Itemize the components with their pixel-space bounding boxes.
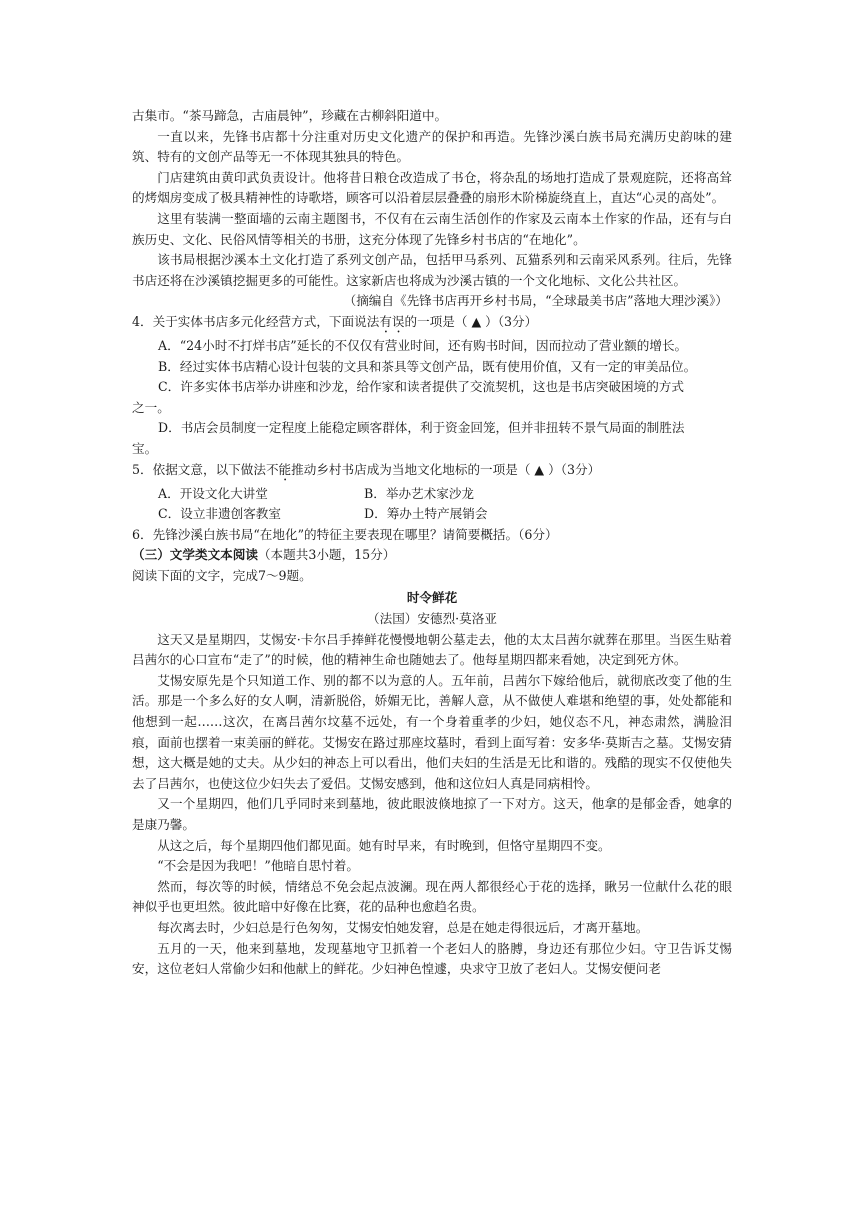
story-paragraph-6: 然而，每次等的时候，情绪总不免会起点波澜。现在两人都很经心于花的选择，瞅另一位献什么花的眼神似乎也更坦然。彼此暗中好像在比赛，花的品种也愈趋名贵。	[132, 878, 732, 915]
intro-paragraph-3: 门店建筑由黄印武负责设计。他将昔日粮仓改造成了书仓，将杂乱的场地打造成了景观庭院，还将高耸的烤烟房变成了极具精神性的诗歌塔，顾客可以沿着层层叠叠的扇形木阶梯旋绕直上，直达“心灵的高处”。	[132, 169, 732, 206]
q5-option-a: A．开设文化大讲堂	[158, 485, 268, 501]
q5-stem-after: 推动乡村书店成为当地文化地标的一项是（ ▲ ）（3分）	[291, 461, 601, 477]
intro-paragraph-2: 一直以来，先锋书店都十分注重对历史文化遗产的保护和再造。先锋沙溪白族书局充满历史韵味的建筑、特有的文创产品等无一不体现其独具的特色。	[132, 128, 732, 165]
q4-stem-before: 4．关于实体书店多元化经营方式，下面说法	[132, 313, 380, 329]
q5-option-b: B．举办艺术家沙龙	[364, 485, 475, 501]
section-3-instruction: 阅读下面的文字，完成7～9题。	[132, 567, 312, 583]
q4-option-c: C．许多实体书店举办讲座和沙龙，给作家和读者提供了交流契机，这也是书店突破困境的方式	[158, 379, 684, 395]
intro-paragraph-4: 这里有装满一整面墙的云南主题图书，不仅有在云南生活创作的作家及云南本土作家的作品，还有与白族历史、文化、民俗风情等相关的书册，这充分体现了先锋乡村书店的“在地化”。	[132, 210, 732, 247]
question-6: 6．先锋沙溪白族书局“在地化”的特征主要表现在哪里？请简要概括。（6分）	[132, 526, 558, 542]
section-3-heading	[132, 545, 732, 566]
q5-option-c: C．设立非遗创客教室	[158, 506, 281, 522]
question-4-stem	[132, 312, 732, 336]
q4-option-a: A．“24小时不打烊书店”延长的不仅仅有营业时间，还有购书时间，因而拉动了营业额的增长。	[158, 337, 688, 353]
story-paragraph-3: 又一个星期四，他们几乎同时来到墓地，彼此眼波倏地掠了一下对方。这天，他拿的是郁金香，她拿的是康乃馨。	[132, 796, 732, 832]
source-citation: （摘编自《先锋书店再开乡村书局，“全球最美书店”落地大理沙溪》）	[343, 293, 728, 309]
q5-option-d: D．筹办土特产展销会	[364, 506, 488, 522]
q5-stem-emphasis: 能	[278, 461, 292, 477]
story-paragraph-7: 每次离去时，少妇总是行色匆匆，艾惕安怕她发窘，总是在她走得很远后，才离开墓地。	[157, 919, 649, 935]
question-5-stem	[132, 460, 732, 484]
intro-paragraph-5: 该书局根据沙溪本土文化打造了系列文创产品，包括甲马系列、瓦猫系列和云南采风系列。往后，先锋书店还将在沙溪镇挖掘更多的可能性。这家新店也将成为沙溪古镇的一个文化地标、文化公共社区。	[132, 252, 732, 288]
q4-option-b: B．经过实体书店精心设计包装的文具和茶具等文创产品，既有使用价值，又有一定的审美品位。	[158, 358, 697, 374]
section-3-title: （三）文学类文本阅读	[132, 547, 258, 563]
section-3-note: （本题共3小题，15分）	[257, 547, 396, 563]
intro-paragraph-1: 古集市。“茶马蹄急，古庙晨钟”，珍藏在古柳斜阳道中。	[132, 108, 448, 123]
q4-stem-after: 的一项是（ ▲ ）（3分）	[404, 313, 538, 329]
exam-page	[132, 106, 732, 980]
q4-option-c-continued: 之一。	[132, 399, 170, 415]
story-paragraph-5: “不会是因为我吧！”他暗自思忖着。	[157, 858, 359, 874]
q5-options-row-2	[132, 504, 732, 525]
story-author: （法国）安德烈·莫洛亚	[367, 611, 497, 627]
q5-stem-before: 5．依据文意，以下做法不	[132, 461, 279, 477]
q4-option-d: D．书店会员制度一定程度上能稳定顾客群体，利于资金回笼，但并非扭转不景气局面的制胜法	[158, 420, 685, 436]
q4-option-d-continued: 宝。	[132, 440, 158, 456]
story-paragraph-4: 从这之后，每个星期四他们都见面。她有时早来，有时晚到，但恪守星期四不变。	[157, 837, 611, 853]
story-title: 时令鲜花	[406, 590, 458, 606]
story-paragraph-1: 这天又是星期四，艾惕安·卡尔吕手捧鲜花慢慢地朝公墓走去，他的太太吕茜尔就葬在那里。当医生贴着吕茜尔的心口宣布“走了”的时候，他的精神生命也随她去了。他每星期四都来看她，决定到死方休。	[132, 631, 732, 668]
q5-options-row-1	[132, 484, 732, 505]
story-paragraph-8: 五月的一天，他来到墓地，发现墓地守卫抓着一个老妇人的胳膊，身边还有那位少妇。守卫告诉艾惕安，这位老妇人常偷少妇和他献上的鲜花。少妇神色惶遽，央求守卫放了老妇人。艾惕安便问老	[132, 940, 732, 977]
story-paragraph-2: 艾惕安原先是个只知道工作、别的都不以为意的人。五年前，吕茜尔下嫁给他后，就彻底改变了他的生活。那是一个多么好的女人啊，清新脱俗，娇媚无比，善解人意，从不做使人难堪和绝望的事，处处都能和他想到一起……这次，在离吕茜尔坟墓不远处，有一个身着重孝的少妇，她仪态不凡，神态肃然，满脸泪痕，面前也摆着一束美丽的鲜花。艾惕安在路过那座坟墓时，看到上面写着：安多华·莫斯吉之墓。艾惕安猜想，这大概是她的丈夫。从少妇的神态上可以看出，他们夫妇的生活是无比和谐的。残酷的现实不仅使他失去了吕茜尔，也使这位少妇失去了爱侣。艾惕安感到，他和这位妇人真是同病相怜。	[132, 672, 732, 791]
q4-stem-emphasis: 有误	[379, 313, 405, 329]
